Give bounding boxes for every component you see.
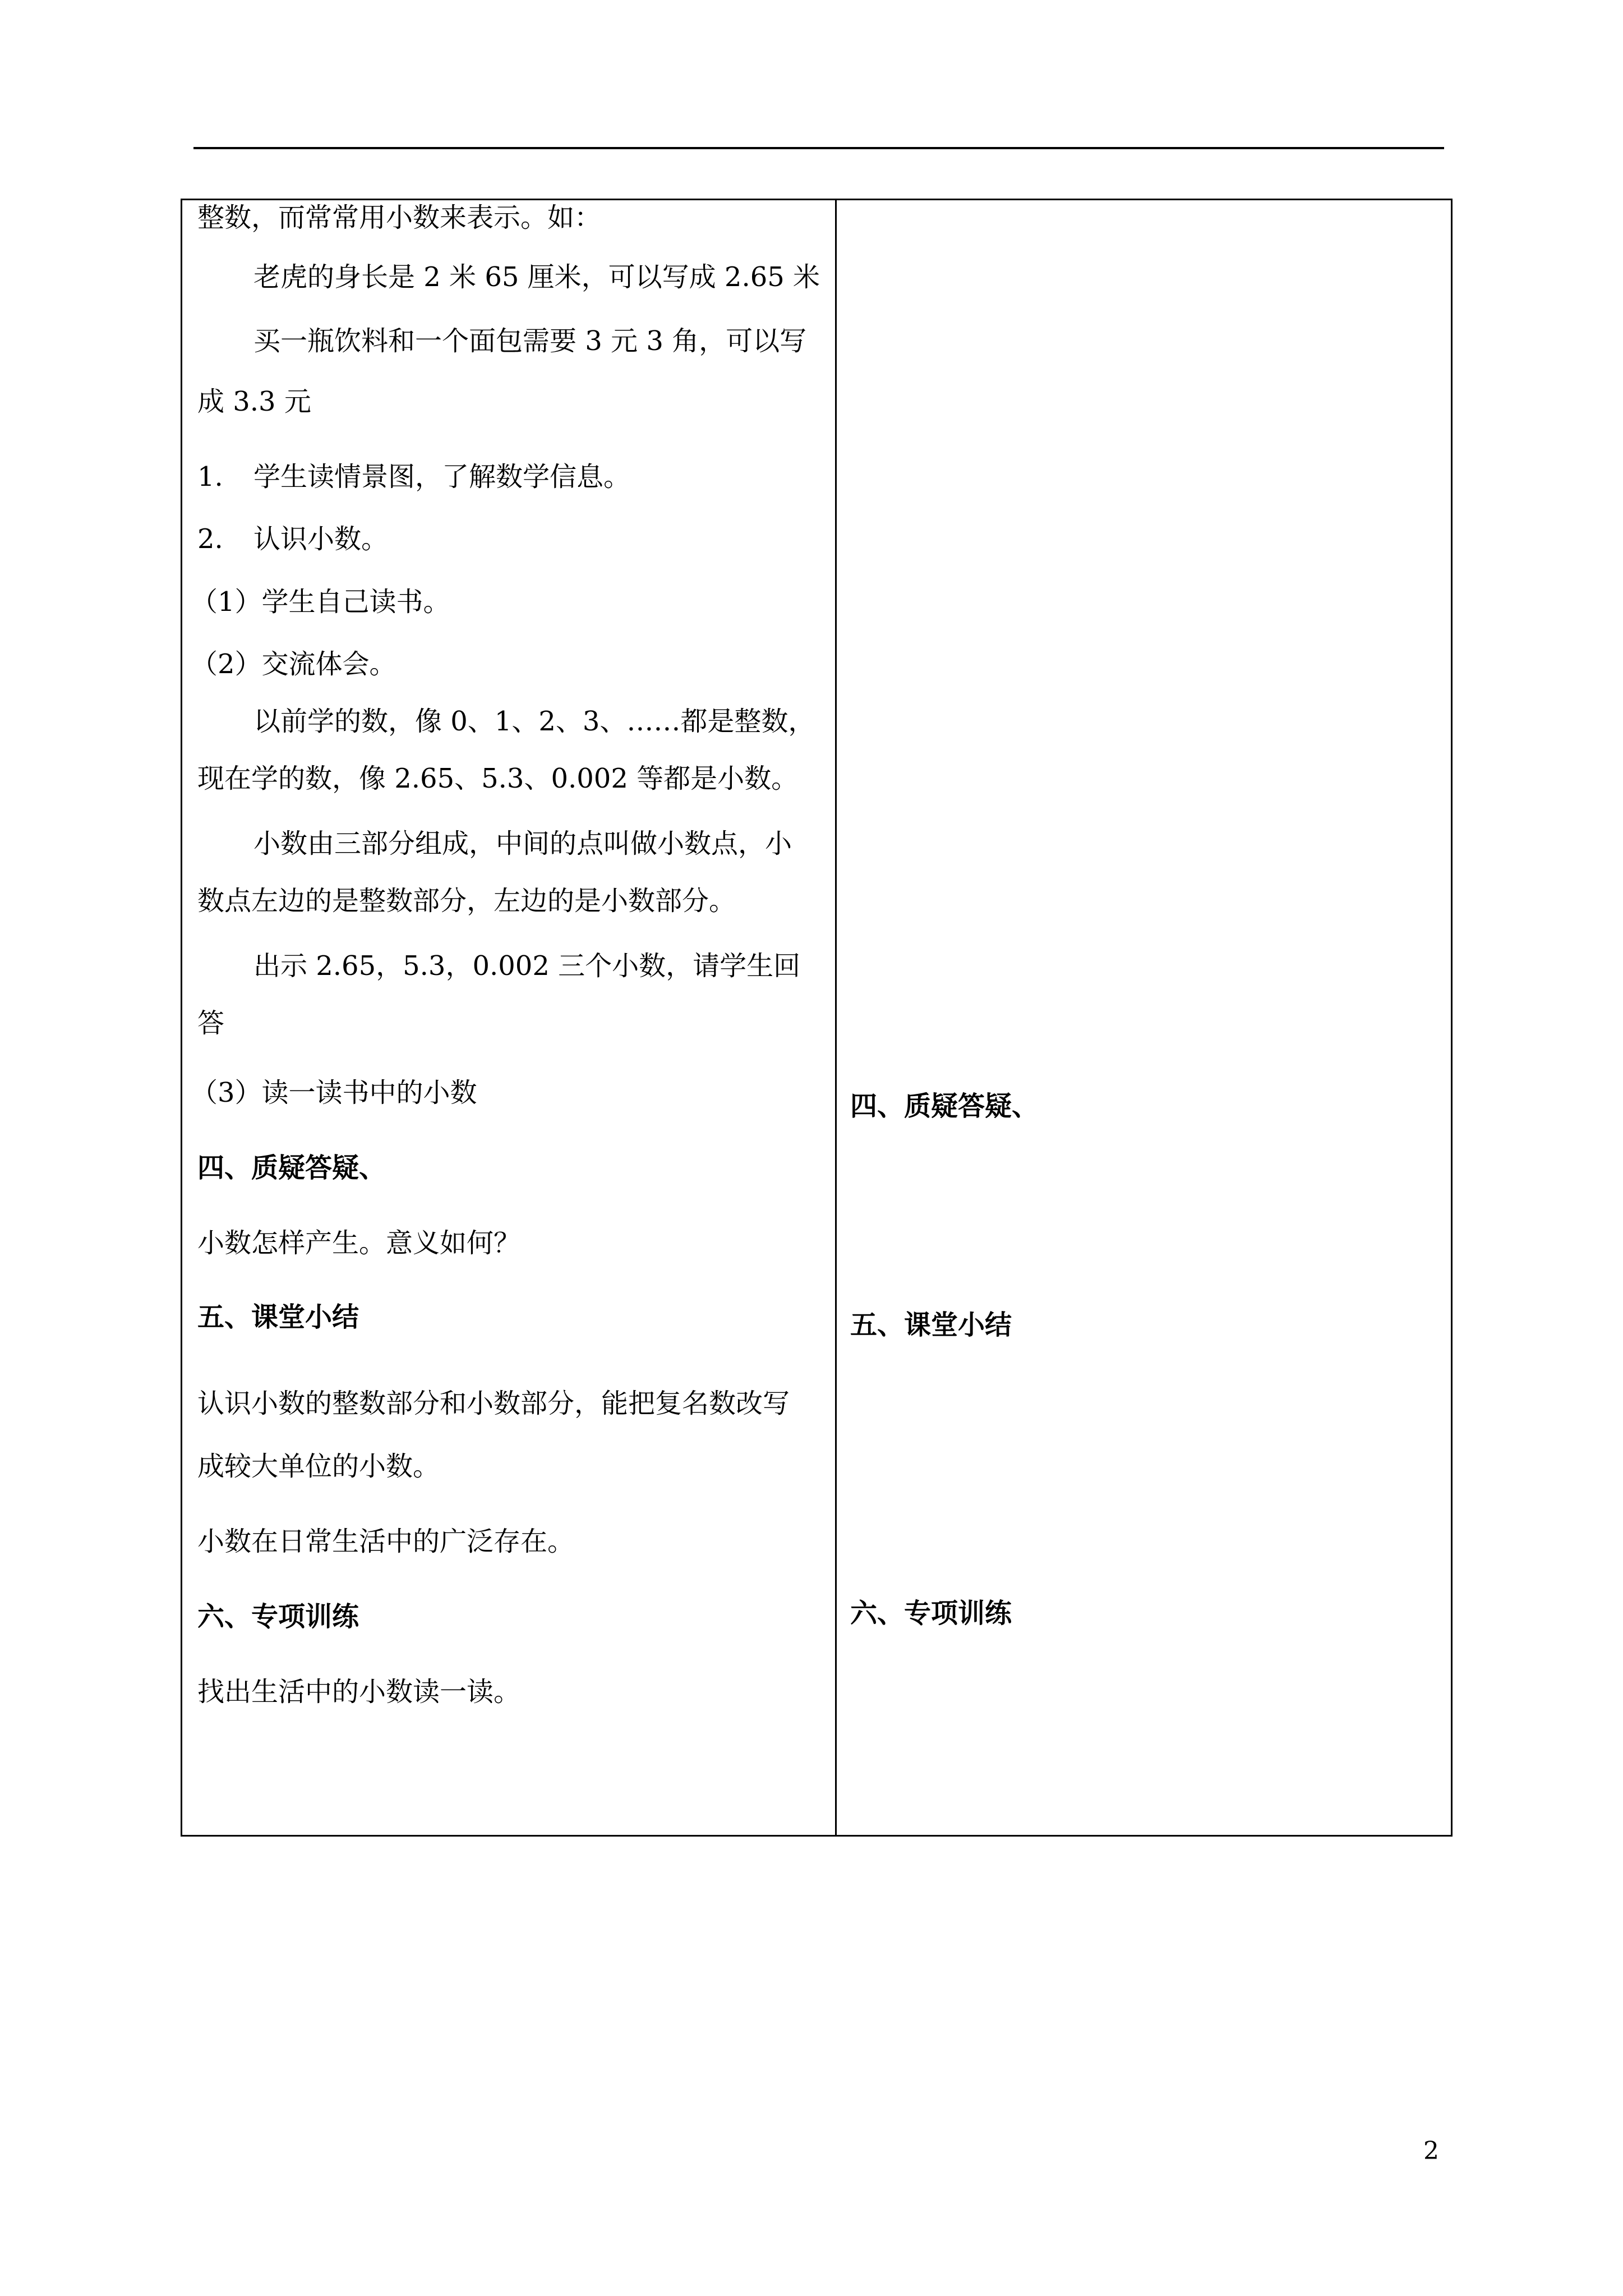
paragraph-c-line-1: 出示 2.65，5.3，0.002 三个小数，请学生回 — [253, 950, 801, 982]
left-column — [181, 199, 835, 1837]
step-2-text: 认识小数。 — [253, 523, 389, 555]
right-heading-6: 六、专项训练 — [850, 1598, 1012, 1629]
section-heading-4: 四、质疑答疑、 — [197, 1152, 386, 1184]
right-heading-5: 五、课堂小结 — [850, 1309, 1012, 1341]
intro-line: 整数，而常常用小数来表示。如： — [197, 202, 602, 233]
paragraph-b-line-2: 数点左边的是整数部分，左边的是小数部分。 — [197, 885, 736, 917]
step-1 — [197, 460, 630, 494]
paragraph-c-line-2: 答 — [197, 1007, 225, 1039]
sub-step-3: （3）读一读书中的小数 — [191, 1077, 477, 1108]
sub-step-1: （1）学生自己读书。 — [191, 586, 450, 618]
training-text: 找出生活中的小数读一读。 — [197, 1676, 521, 1708]
paragraph-a-line-2: 现在学的数，像 2.65、5.3、0.002 等都是小数。 — [197, 763, 799, 794]
example-line-2a: 买一瓶饮料和一个面包需要 3 元 3 角，可以写 — [253, 325, 807, 357]
step-1-text: 学生读情景图，了解数学信息。 — [253, 461, 631, 493]
paragraph-a-line-1: 以前学的数，像 0、1、2、3、……都是整数， — [253, 706, 815, 737]
step-1-number: 1. — [197, 461, 223, 493]
header-rule — [193, 147, 1444, 149]
right-heading-4: 四、质疑答疑、 — [850, 1091, 1039, 1122]
table-content — [181, 199, 1453, 1837]
example-line-2b: 成 3.3 元 — [197, 386, 311, 417]
summary-line-2: 成较大单位的小数。 — [197, 1451, 440, 1482]
summary-line-1: 认识小数的整数部分和小数部分，能把复名数改写 — [197, 1388, 790, 1419]
section-heading-5: 五、课堂小结 — [197, 1301, 359, 1333]
step-2-number: 2. — [197, 523, 223, 555]
summary-line-3: 小数在日常生活中的广泛存在。 — [197, 1526, 575, 1557]
paragraph-b-line-1: 小数由三部分组成，中间的点叫做小数点，小 — [253, 828, 792, 859]
right-column — [837, 199, 1453, 1837]
question-text: 小数怎样产生。意义如何？ — [197, 1227, 521, 1259]
sub-step-2: （2）交流体会。 — [191, 648, 396, 680]
page-number: 2 — [1423, 2137, 1439, 2165]
example-line-1: 老虎的身长是 2 米 65 厘米，可以写成 2.65 米 — [253, 261, 820, 293]
section-heading-6: 六、专项训练 — [197, 1601, 359, 1632]
step-2 — [197, 522, 388, 556]
